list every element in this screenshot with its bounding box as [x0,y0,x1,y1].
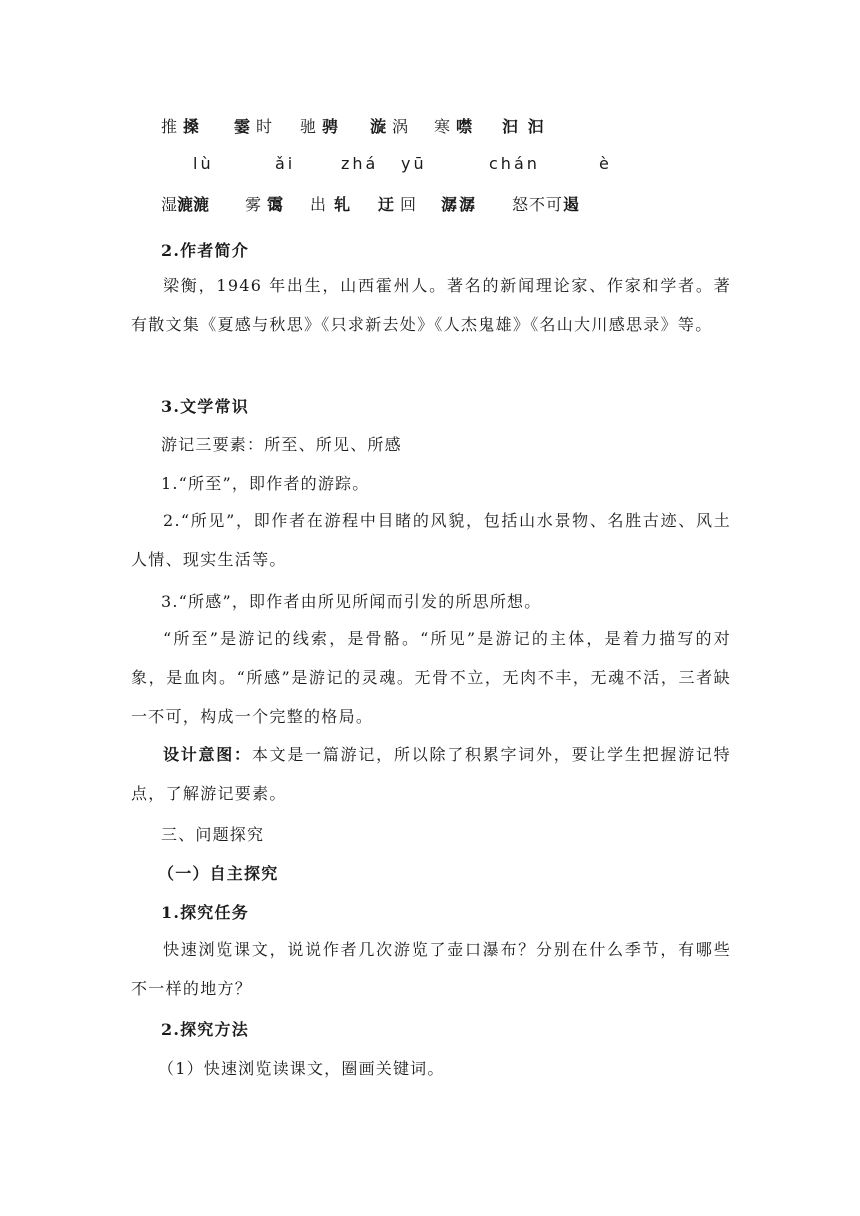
pinyin-item: è [599,154,612,173]
vocab-char-emphasis: 轧 [334,195,351,214]
vocab-char-emphasis: 噤 [456,117,473,136]
vocab-char: 时 [256,117,273,136]
pinyin-item: yū [401,154,427,173]
vocab-word [434,114,472,137]
author-intro-paragraph: 梁衡，1946 年出生，山西霍州人。著名的新闻理论家、作家和学者。著有散文集《夏感与秋思》《只求新去处》《人杰鬼雄》《名山大川感思录》等。 [131,276,731,334]
vocab-char-emphasis: 搡 [183,117,200,136]
vocab-word [370,114,408,137]
vocab-char: 怒不可 [512,195,564,214]
section-title-literature: 3.文学常识 [161,397,249,416]
vocab-char-emphasis: 迂 [378,195,395,214]
pinyin-item: ǎi [275,154,296,173]
vocab-word [512,192,580,215]
vocab-char-emphasis: 霭 [267,195,284,214]
design-intent-label: 设计意图： [163,745,252,764]
vocab-char-emphasis: 漩 [370,117,387,136]
literature-intro: 游记三要素：所至、所见、所感 [161,435,402,454]
design-intent-paragraph [131,735,731,813]
vocab-char-emphasis: 漉漉 [177,195,210,214]
section-title-author: 2.作者简介 [161,241,249,260]
literature-summary: “所至”是游记的线索，是骨骼。“所见”是游记的主体，是着力描写的对象，是血肉。“所感”是游记的灵魂。无骨不立，无肉不丰，无魂不活，三者缺一不可，构成一个完整的格局。 [131,629,731,726]
inquiry-method-item-1: （1）快速浏览读课文，圈画关键词。 [158,1059,445,1078]
subsection-title-self-inquiry: （一）自主探究 [158,864,279,883]
vocab-word [300,114,338,137]
pinyin-item: zhá [341,154,379,173]
vocab-char-emphasis: 骋 [322,117,339,136]
vocab-char: 驰 [300,117,317,136]
vocab-char: 推 [161,117,178,136]
vocab-char: 雾 [245,195,262,214]
vocab-char-emphasis: 霎 [234,117,251,136]
vocab-char-emphasis: 遏 [563,195,581,214]
vocab-word [161,114,199,137]
vocab-word-emphasis: 汩 汩 [502,117,546,136]
pinyin-item: chán [489,154,540,173]
literature-item-2: 2.“所见”，即作者在游程中目睹的风貌，包括山水景物、名胜古迹、风土人情、现实生活等。 [131,511,731,569]
vocab-word [378,192,416,215]
vocab-char: 出 [310,195,327,214]
vocab-word-emphasis: 潺潺 [441,195,478,214]
pinyin-item: lù [193,154,214,173]
vocab-word [245,192,283,215]
literature-item-1: 1.“所至”，即作者的游踪。 [161,474,370,493]
inquiry-method-title: 2.探究方法 [161,1020,249,1039]
vocab-word [161,192,209,215]
inquiry-task-paragraph: 快速浏览课文，说说作者几次游览了壶口瀑布？分别在什么季节，有哪些不一样的地方？ [131,940,731,998]
vocab-char: 回 [400,195,417,214]
literature-item-3: 3.“所感”，即作者由所见所闻而引发的所思所想。 [161,592,542,611]
vocab-char: 涡 [392,117,409,136]
vocab-char: 寒 [434,117,451,136]
vocab-char: 湿 [161,195,178,214]
vocab-word [310,192,350,215]
inquiry-task-title: 1.探究任务 [161,903,249,922]
vocab-word [234,114,272,137]
design-intent-text: 本文是一篇游记，所以除了积累字词外，要让学生把握游记特点，了解游记要素。 [131,745,731,803]
part-title-inquiry: 三、问题探究 [161,825,265,844]
